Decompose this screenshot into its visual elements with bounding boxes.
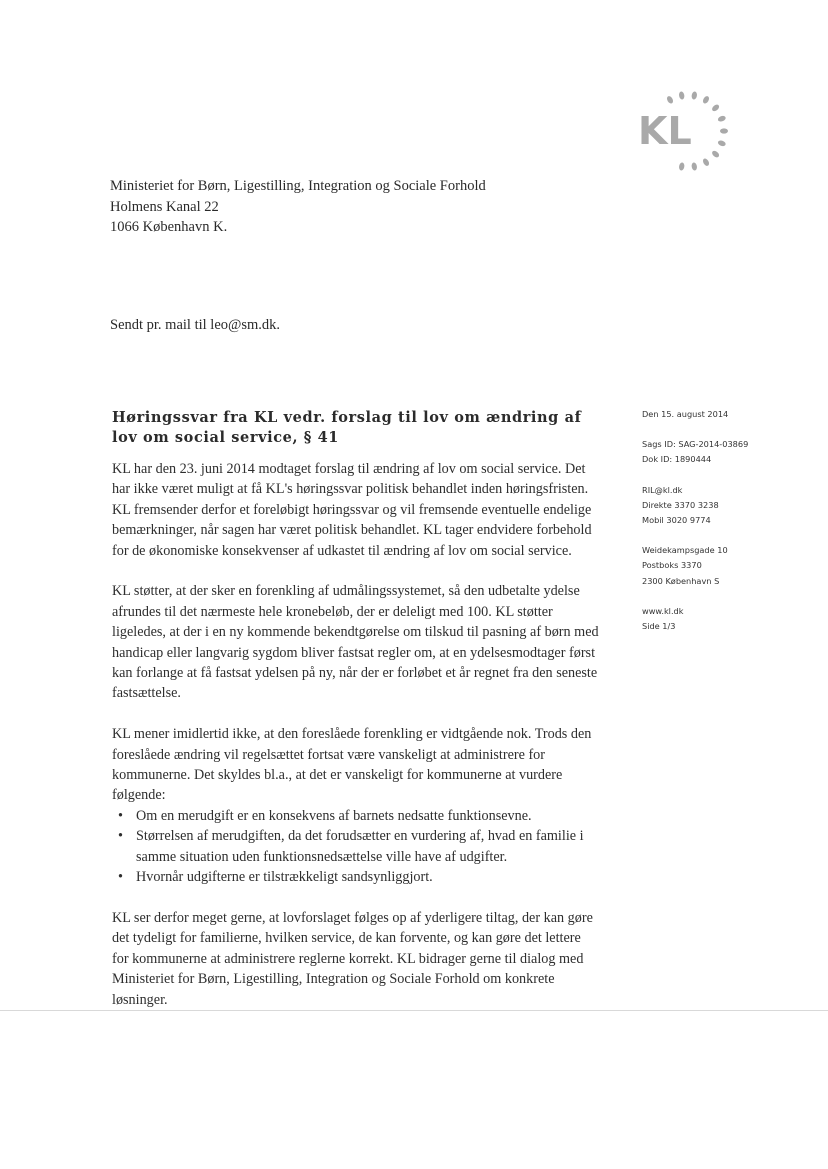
svg-text:KL: KL (638, 109, 692, 153)
sent-line: Sendt pr. mail til leo@sm.dk. (110, 317, 281, 333)
meta-date: Den 15. august 2014 (642, 409, 729, 419)
sender-meta (642, 407, 822, 634)
bullet-list (112, 806, 600, 888)
meta-page: Side 1/3 (642, 621, 676, 632)
meta-postboks: Postboks 3370 (642, 560, 702, 571)
kl-logo (630, 86, 730, 176)
fold-line (0, 1010, 828, 1011)
recipient-city: 1066 København K. (110, 219, 228, 235)
list-item: • Hvornår udgifterne er tilstrækkeligt sandsynliggjort. (136, 867, 600, 887)
paragraph-4: KL ser derfor meget gerne, at lovforslaget følges op af yderligere tiltag, der kan gøre det tydeligt for familierne, hvilken service, de kan forvente, og kan gøre det lettere for kommunerne at administrere reglerne korrekt. KL bidrager gerne til dialog med Ministeriet for Børn, Ligestilling, Integration og Sociale Forhold om konkrete løsninger. (112, 909, 593, 1008)
list-item: • Størrelsen af merudgiften, da det forudsætter en vurdering af, hvad en familie i samme situation uden funktionsnedsættelse ville have af udgifter. (136, 826, 600, 867)
letter-title: Høringssvar fra KL vedr. forslag til lov om ændring af lov om social service, § 41 (112, 409, 582, 446)
meta-dok-id: Dok ID: 1890444 (642, 454, 712, 465)
meta-web: www.kl.dk (642, 605, 684, 616)
list-item: • Om en merudgift er en konsekvens af barnets nedsatte funktionsevne. (136, 806, 600, 826)
meta-direkte: Direkte 3370 3238 (642, 499, 719, 510)
recipient-street: Holmens Kanal 22 (110, 198, 219, 215)
paragraph-3: KL mener imidlertid ikke, at den foreslåede forenkling er vidtgående nok. Trods den foreslåede ændring vil regelsættet fortsat være vanskeligt at administrere for kommunerne. Det skyldes bl.a., at det er vanskeligt for kommunerne at vurdere følgende: (112, 726, 592, 804)
paragraph-1: KL har den 23. juni 2014 modtaget forslag til ændring af lov om social service. Det har ikke været muligt at få KL's høringssvar politisk behandlet inden høringsfristen. KL fremsender derfor et foreløbigt høringssvar og vil fremsende eventuelle endelige bemærkninger, når sagen har været politisk behandlet. KL tager endvidere forbehold for de økonomiske konsekvenser af udkastet til ændring af lov om social service. (112, 461, 592, 559)
recipient-address (110, 176, 486, 238)
meta-street: Weidekampsgade 10 (642, 545, 728, 556)
recipient-name: Ministeriet for Børn, Ligestilling, Integration og Sociale Forhold (110, 178, 486, 194)
paragraph-2: KL støtter, at der sker en forenkling af udmålingssystemet, så den udbetalte ydelse afrundes til det nærmeste hele kronebeløb, der er deleligt med 100. KL støtter ligeledes, at der i en ny kommende bekendtgørelse om tilskud til pasning af børn med handicap eller langvarig sygdom bliver fastsat regler om, at en ydelsesmodtager først kan forlange at få fastsat ydelsen på ny, når der er forløbet et år regnet fra den seneste fastsættelse. (112, 583, 599, 702)
letter-body (112, 459, 600, 1030)
meta-city: 2300 København S (642, 575, 720, 586)
meta-mobil: Mobil 3020 9774 (642, 515, 711, 526)
meta-email: RIL@kl.dk (642, 484, 683, 495)
meta-sags-id: Sags ID: SAG-2014-03869 (642, 439, 749, 450)
